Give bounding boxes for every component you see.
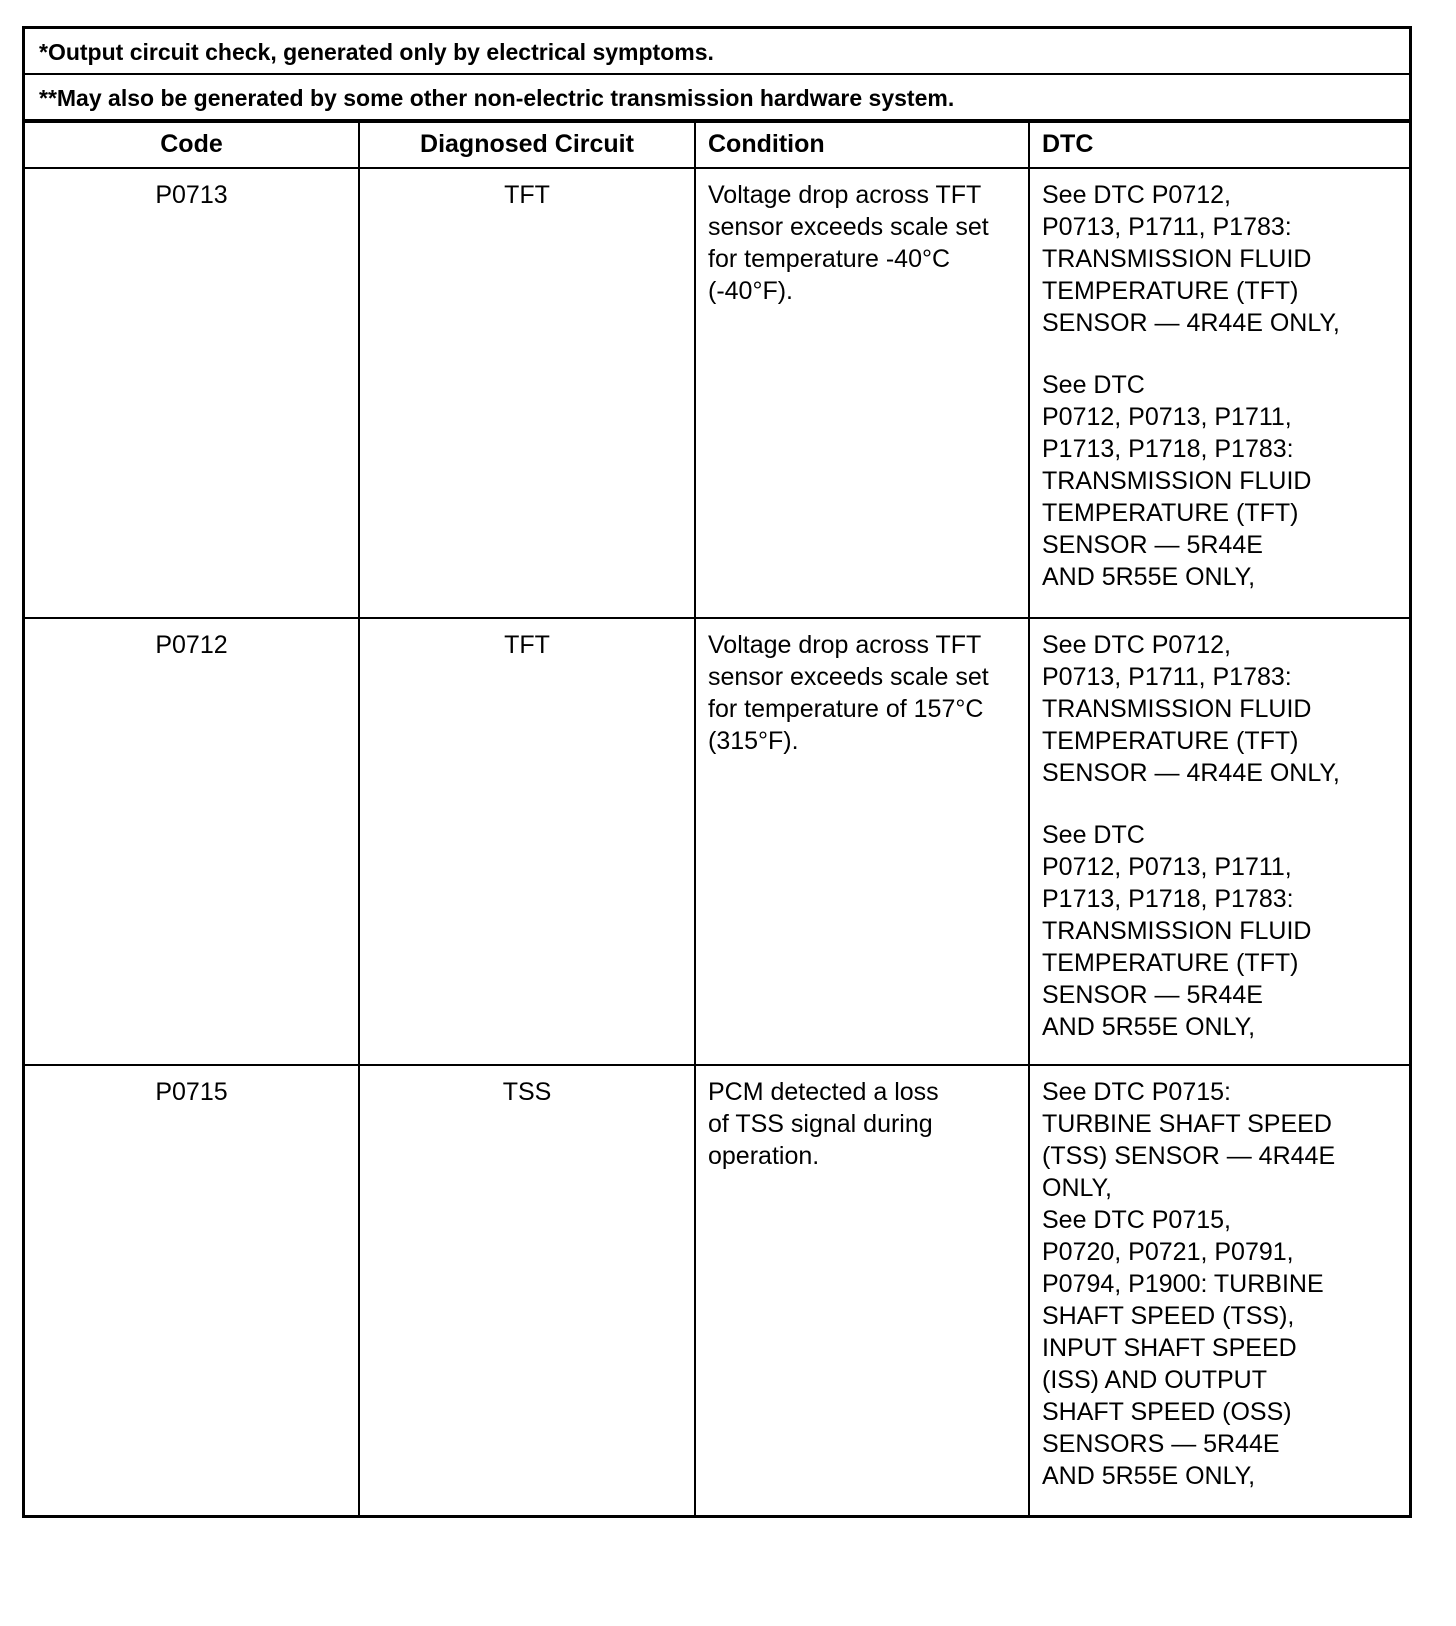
dtc-reference-5r44e-5r55e: See DTC P0712, P0713, P1711, P1713, P1718, P1783: TRANSMISSION FLUID TEMPERATURE (TFT) SENSOR — 5R44E AND 5R55E ONLY, (1042, 371, 1312, 591)
dtc-reference-5r44e-5r55e: See DTC P0715, P0720, P0721, P0791, P0794, P1900: TURBINE SHAFT SPEED (TSS), INPUT SHAFT SPEED (ISS) AND OUTPUT SHAFT SPEED (OSS) SENSORS — 5R44E AND 5R55E ONLY, (1042, 1206, 1324, 1490)
cell-condition: PCM detected a loss of TSS signal during operation. (695, 1065, 1029, 1515)
footnote-output-circuit: *Output circuit check, generated only by electrical symptoms. (25, 29, 1409, 75)
footnote-non-electric: **May also be generated by some other non-electric transmission hardware system. (25, 75, 1409, 121)
header-dtc: DTC (1029, 122, 1409, 168)
table-row (25, 1065, 1409, 1515)
cell-dtc (1029, 1065, 1409, 1515)
dtc-reference-4r44e: See DTC P0712, P0713, P1711, P1783: TRANSMISSION FLUID TEMPERATURE (TFT) SENSOR — 4R44E ONLY, (1042, 631, 1340, 787)
header-row (25, 122, 1409, 168)
cell-condition: Voltage drop across TFT sensor exceeds scale set for temperature of 157°C (315°F). (695, 618, 1029, 1065)
dtc-reference-5r44e-5r55e: See DTC P0712, P0713, P1711, P1713, P1718, P1783: TRANSMISSION FLUID TEMPERATURE (TFT) SENSOR — 5R44E AND 5R55E ONLY, (1042, 821, 1312, 1041)
cell-dtc (1029, 168, 1409, 618)
cell-circuit: TFT (359, 618, 695, 1065)
dtc-reference-table (22, 26, 1412, 1518)
cell-condition: Voltage drop across TFT sensor exceeds scale set for temperature -40°C (-40°F). (695, 168, 1029, 618)
header-code: Code (25, 122, 359, 168)
dtc-reference-4r44e: See DTC P0715: TURBINE SHAFT SPEED (TSS) SENSOR — 4R44E ONLY, (1042, 1078, 1336, 1202)
header-condition: Condition (695, 122, 1029, 168)
dtc-reference-4r44e: See DTC P0712, P0713, P1711, P1783: TRANSMISSION FLUID TEMPERATURE (TFT) SENSOR — 4R44E ONLY, (1042, 181, 1340, 337)
table-row (25, 618, 1409, 1065)
cell-code: P0713 (25, 168, 359, 618)
header-diagnosed-circuit: Diagnosed Circuit (359, 122, 695, 168)
cell-dtc (1029, 618, 1409, 1065)
cell-circuit: TSS (359, 1065, 695, 1515)
cell-circuit: TFT (359, 168, 695, 618)
cell-code: P0712 (25, 618, 359, 1065)
cell-code: P0715 (25, 1065, 359, 1515)
table-row (25, 168, 1409, 618)
dtc-table (25, 121, 1409, 1515)
